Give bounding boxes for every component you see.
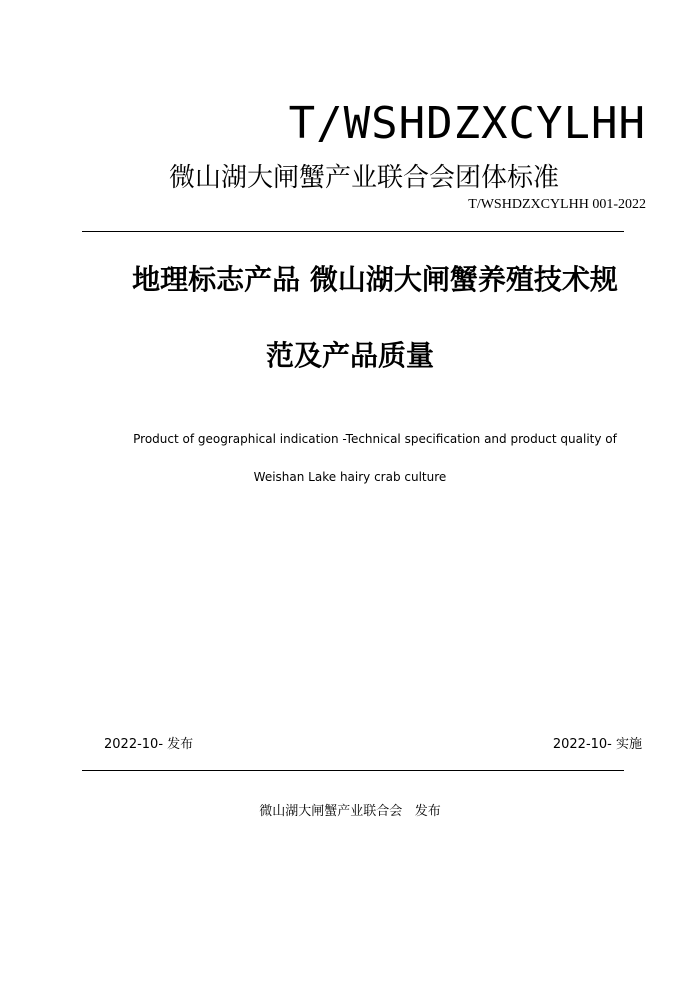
- standard-number: T/WSHDZXCYLHH 001-2022: [468, 197, 646, 212]
- standard-category: 微山湖大闸蟹产业联合会团体标准: [168, 163, 559, 193]
- title-en-line-2: Weishan Lake hairy crab culture: [253, 470, 447, 484]
- title-en-line-1: Product of geographical indication -Technical specification and product quality of: [133, 432, 617, 446]
- implementation-date: 2022-10- 实施: [552, 737, 642, 752]
- title-zh-line-1: 地理标志产品 微山湖大闸蟹养殖技术规: [132, 263, 618, 296]
- standard-code: T/WSHDZXCYLHH: [288, 98, 646, 149]
- top-divider: [82, 231, 624, 232]
- issue-date: 2022-10- 发布: [104, 737, 194, 752]
- bottom-divider: [82, 770, 624, 771]
- title-zh-line-2: 范及产品质量: [265, 339, 434, 372]
- publisher: 微山湖大闸蟹产业联合会 发布: [259, 804, 441, 819]
